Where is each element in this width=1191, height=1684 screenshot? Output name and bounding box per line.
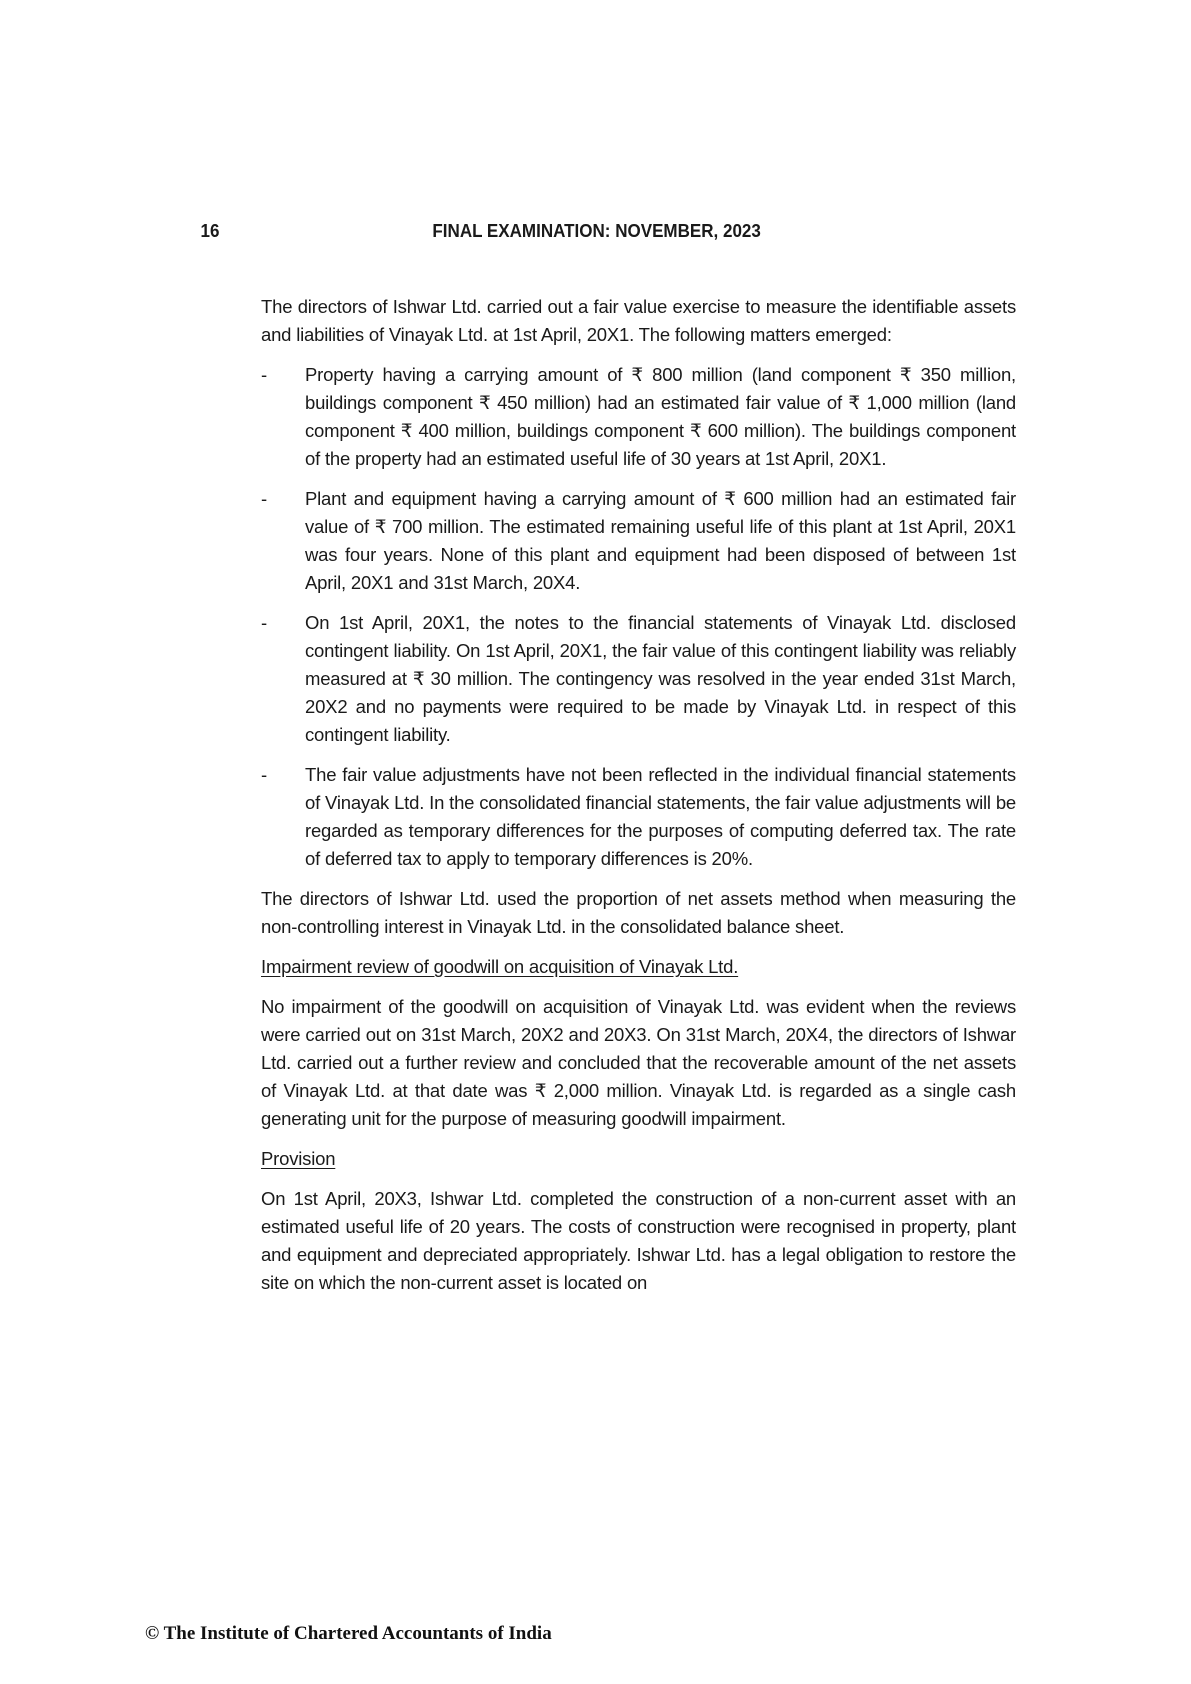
page-header [0, 220, 1096, 250]
provision-paragraph: On 1st April, 20X3, Ishwar Ltd. completed the construction of a non-current asset with an estimated useful life of 20 years. The costs of construction were recognised in property, plant and equipment and depreciated appropriately. Ishwar Ltd. has a legal obligation to restore the site on which the non-current asset is located on [261, 1188, 1016, 1293]
nci-paragraph: The directors of Ishwar Ltd. used the proportion of net assets method when measuring the non-controlling interest in Vinayak Ltd. in the consolidated balance sheet. [261, 888, 1016, 937]
dash-bullet-icon: - [261, 764, 267, 785]
document-body [261, 293, 1016, 1309]
list-item-text: The fair value adjustments have not been reflected in the individual financial statements of Vinayak Ltd. In the consolidated financial statements, the fair value adjustments will be regarded as temporary differences for the purposes of computing deferred tax. The rate of deferred tax to apply to temporary differences is 20%. [305, 764, 1016, 869]
list-item-text: Property having a carrying amount of ₹ 800 million (land component ₹ 350 million, buildings component ₹ 450 million) had an estimated fair value of ₹ 1,000 million (land component ₹ 400 million, buildings component ₹ 600 million). The buildings component of the property had an estimated useful life of 30 years at 1st April, 20X1. [305, 364, 1016, 469]
impairment-heading: Impairment review of goodwill on acquisition of Vinayak Ltd. [261, 956, 739, 977]
dash-bullet-icon: - [261, 612, 267, 633]
list-item-text: On 1st April, 20X1, the notes to the financial statements of Vinayak Ltd. disclosed contingent liability. On 1st April, 20X1, the fair value of this contingent liability was reliably measured at ₹ 30 million. The contingency was resolved in the year ended 31st March, 20X2 and no payments were required to be made by Vinayak Ltd. in respect of this contingent liability. [305, 612, 1016, 745]
list-item [261, 609, 1016, 749]
impairment-paragraph: No impairment of the goodwill on acquisition of Vinayak Ltd. was evident when the reviews were carried out on 31st March, 20X2 and 20X3. On 31st March, 20X4, the directors of Ishwar Ltd. carried out a further review and concluded that the recoverable amount of the net assets of Vinayak Ltd. at that date was ₹ 2,000 million. Vinayak Ltd. is regarded as a single cash generating unit for the purpose of measuring goodwill impairment. [261, 996, 1016, 1129]
copyright-footer: © The Institute of Chartered Accountants of India [145, 1623, 552, 1644]
dash-bullet-icon: - [261, 488, 267, 509]
list-item [261, 485, 1016, 597]
page-title: FINAL EXAMINATION: NOVEMBER, 2023 [432, 220, 761, 241]
fair-value-matters-list [261, 361, 1016, 873]
list-item [261, 761, 1016, 873]
dash-bullet-icon: - [261, 364, 267, 385]
page-number: 16 [200, 220, 220, 241]
provision-heading: Provision [261, 1148, 336, 1169]
intro-paragraph: The directors of Ishwar Ltd. carried out a fair value exercise to measure the identifiable assets and liabilities of Vinayak Ltd. at 1st April, 20X1. The following matters emerged: [261, 296, 1016, 345]
list-item-text: Plant and equipment having a carrying amount of ₹ 600 million had an estimated fair value of ₹ 700 million. The estimated remaining useful life of this plant at 1st April, 20X1 was four years. None of this plant and equipment had been disposed of between 1st April, 20X1 and 31st March, 20X4. [305, 488, 1016, 593]
list-item [261, 361, 1016, 473]
